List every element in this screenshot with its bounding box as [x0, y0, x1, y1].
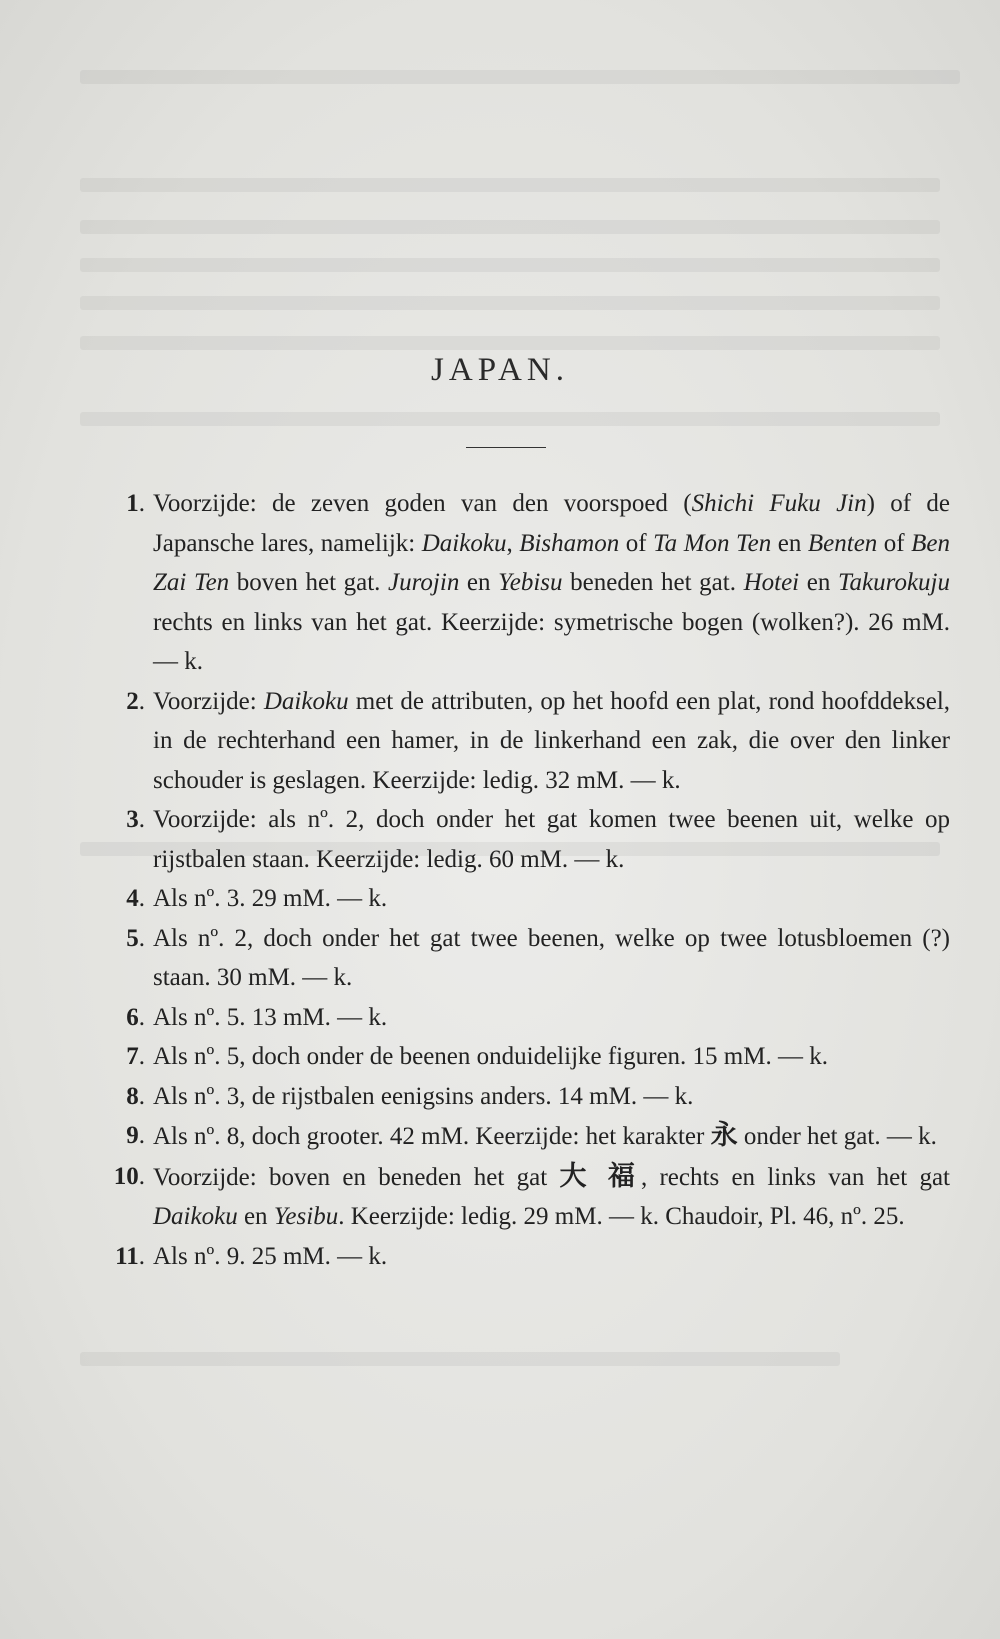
entry-number: 7. — [126, 1043, 145, 1070]
entry-number: 6. — [126, 1003, 145, 1031]
entry-4: 4. Als nº. 3. 29 mM. — k. — [80, 879, 950, 919]
entry-number: 3. — [126, 806, 145, 833]
entry-3: 3. Voorzijde: als nº. 2, doch onder het gat komen twee beenen uit, welke op rijstbalen staan. Keerzijde: ledig. 60 mM. — k. — [80, 800, 950, 879]
entry-8: 8. Als nº. 3, de rijstbalen eenigsins anders. 14 mM. — k. — [80, 1077, 950, 1117]
entry-number: 4. — [126, 885, 145, 912]
show-through-line — [80, 70, 960, 84]
kanji-character: 大 福 — [559, 1160, 641, 1192]
show-through-line — [80, 1352, 840, 1366]
entry-number: 2. — [126, 687, 145, 715]
entry-number: 9. — [126, 1122, 145, 1149]
entry-10: 10. Voorzijde: boven en beneden het gat 大 福, rechts en links van het gat Daikoku en Yesibu. Keerzijde: ledig. 29 mM. — k. Chaudoir, Pl. 46, nº. 25. — [80, 1157, 950, 1237]
entry-6: 6. Als nº. 5. 13 mM. — k. — [80, 998, 950, 1038]
entry-9: 9. Als nº. 8, doch grooter. 42 mM. Keerzijde: het karakter 永 onder het gat. — k. — [80, 1116, 950, 1157]
title-rule — [466, 447, 546, 448]
entry-5: 5. Als nº. 2, doch onder het gat twee beenen, welke op twee lotusbloemen (?) staan. 30 mM. — k. — [80, 919, 950, 998]
page-title: JAPAN. — [431, 352, 569, 388]
entry-number: 8. — [126, 1082, 145, 1110]
kanji-character: 永 — [710, 1120, 738, 1151]
show-through-line — [80, 178, 940, 192]
entry-number: 11. — [115, 1242, 145, 1270]
show-through-line — [80, 336, 940, 350]
entry-number: 5. — [126, 924, 145, 952]
entry-11: 11. Als nº. 9. 25 mM. — k. — [80, 1237, 950, 1277]
entry-7: 7. Als nº. 5, doch onder de beenen onduidelijke figuren. 15 mM. — k. — [80, 1037, 950, 1077]
show-through-line — [80, 258, 940, 272]
entry-1: 1. Voorzijde: de zeven goden van den voorspoed (Shichi Fuku Jin) of de Japansche lares, namelijk: Daikoku, Bishamon of Ta Mon Ten en Benten of Ben Zai Ten boven het gat. Jurojin en Yebisu beneden het gat. Hotei en Takurokuju rechts en links van het gat. Keerzijde: symetrische bogen (wolken?). 26 mM. — k. — [80, 484, 950, 682]
entry-number: 10. — [113, 1162, 145, 1190]
entry-number: 1. — [126, 490, 145, 517]
show-through-line — [80, 220, 940, 234]
entry-2: 2. Voorzijde: Daikoku met de attributen, op het hoofd een plat, rond hoofddeksel, in de rechterhand een hamer, in de linkerhand een zak, die over den linker schouder is geslagen. Keerzijde: ledig. 32 mM. — k. — [80, 682, 950, 801]
show-through-line — [80, 296, 940, 310]
show-through-line — [80, 412, 940, 426]
catalogue-entries — [80, 484, 950, 1276]
